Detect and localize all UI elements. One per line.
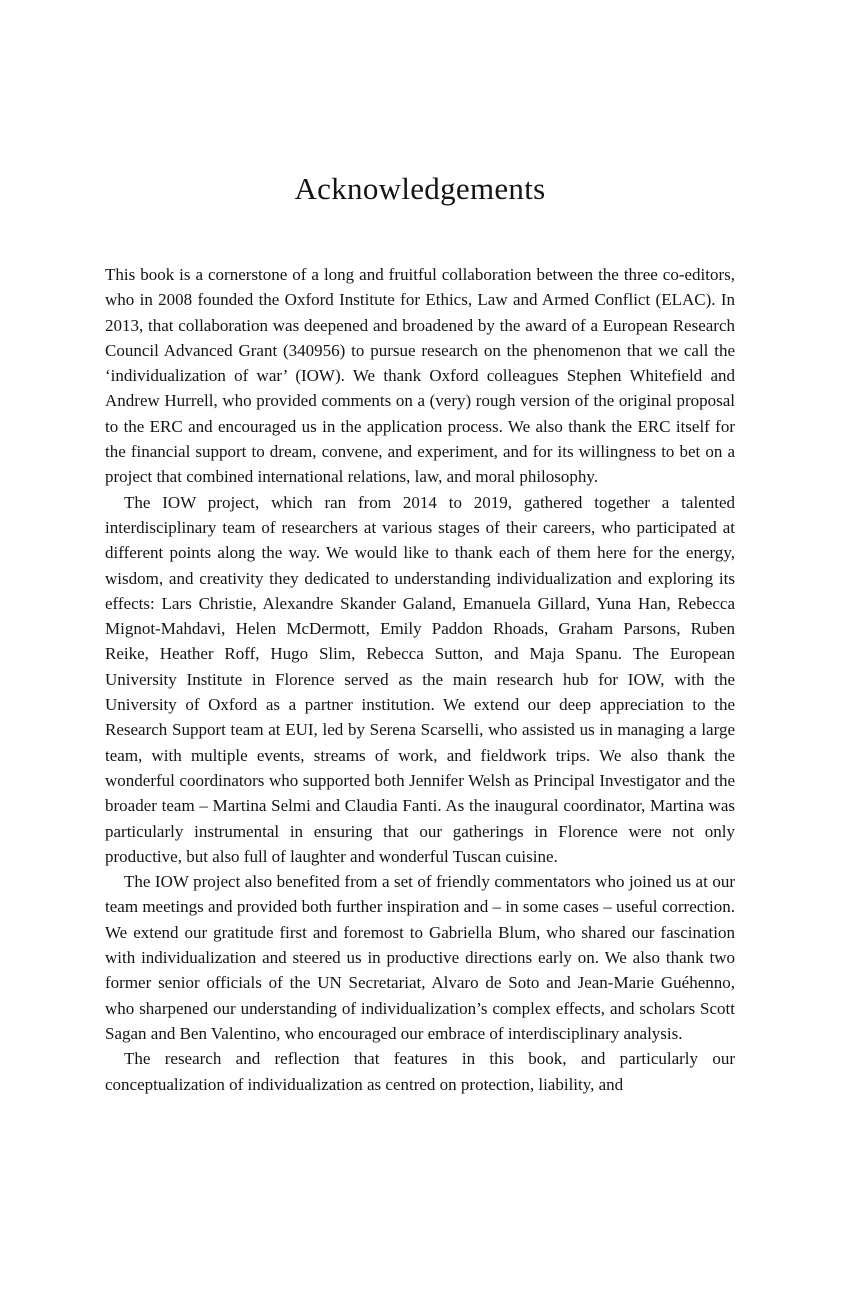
paragraph: The research and reflection that features in this book, and particularly our conceptualization of individualization as centred on protection, liability, and [105,1049,735,1094]
paragraph: The IOW project also benefited from a set of friendly commentators who joined us at our team meetings and provided both further inspiration and – in some cases – useful correction. We extend our gratitude first and foremost to Gabriella Blum, who shared our fascination with individualization and steered us in productive directions early on. We also thank two former senior officials of the UN Secretariat, Alvaro de Soto and Jean-Marie Guéhenno, who sharpened our understanding of individualization’s complex effects, and scholars Scott Sagan and Ben Valentino, who encouraged our embrace of interdisciplinary analysis. [105,872,735,1043]
body-text-block [105,262,735,1097]
paragraph: This book is a cornerstone of a long and fruitful collaboration between the three co-editors, who in 2008 founded the Oxford Institute for Ethics, Law and Armed Conflict (ELAC). In 2013, that collaboration was deepened and broadened by the award of a European Research Council Advanced Grant (340956) to pursue research on the phenomenon that we call the ‘individualization of war’ (IOW). We thank Oxford colleagues Stephen Whitefield and Andrew Hurrell, who provided comments on a (very) rough version of the original proposal to the ERC and encouraged us in the application process. We also thank the ERC itself for the financial support to dream, convene, and experiment, and for its willingness to bet on a project that combined international relations, law, and moral philosophy. [105,265,735,487]
chapter-title: Acknowledgements [294,170,546,206]
paragraph: The IOW project, which ran from 2014 to 2019, gathered together a talented interdisciplinary team of researchers at various stages of their careers, who participated at different points along the way. We would like to thank each of them here for the energy, wisdom, and creativity they dedicated to understanding individualization and exploring its effects: Lars Christie, Alexandre Skander Galand, Emanuela Gillard, Yuna Han, Rebecca Mignot-Mahdavi, Helen McDermott, Emily Paddon Rhoads, Graham Parsons, Ruben Reike, Heather Roff, Hugo Slim, Rebecca Sutton, and Maja Spanu. The European University Institute in Florence served as the main research hub for IOW, with the University of Oxford as a partner institution. We extend our deep appreciation to the Research Support team at EUI, led by Serena Scarselli, who assisted us in managing a large team, with multiple events, streams of work, and fieldwork trips. We also thank the wonderful coordinators who supported both Jennifer Welsh as Principal Investigator and the broader team – Martina Selmi and Claudia Fanti. As the inaugural coordinator, Martina was particularly instrumental in ensuring that our gatherings in Florence were not only productive, but also full of laughter and wonderful Tuscan cuisine. [105,492,735,866]
